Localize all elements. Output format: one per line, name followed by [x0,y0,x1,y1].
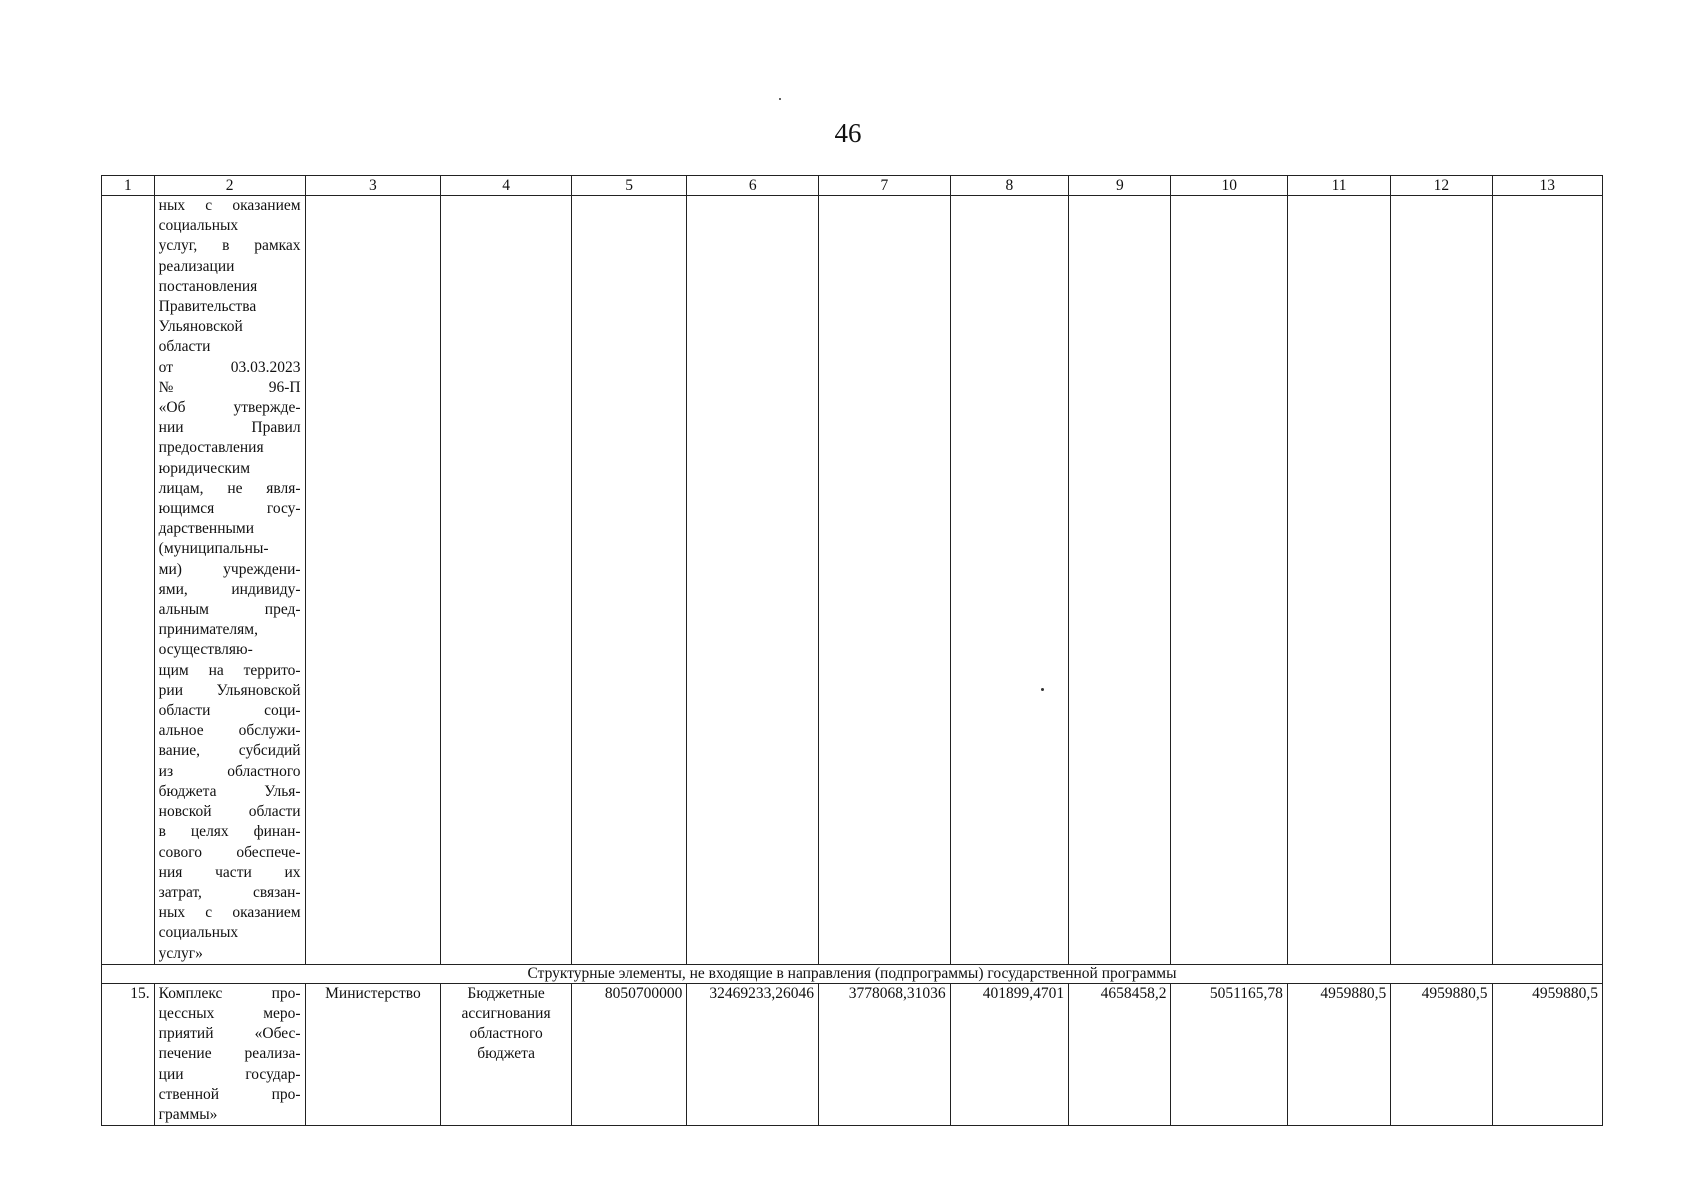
text-line: услуг» [158,944,203,962]
text-line: принимателям, [158,621,258,639]
empty-cell [1391,196,1492,965]
text-line: (муниципальны- [158,540,269,558]
budget-table [101,175,1603,1126]
text-line: ственной про- [158,1085,301,1103]
empty-cell [1171,196,1287,965]
empty-cell [571,196,686,965]
text-line: постановления [158,277,258,295]
empty-cell [305,196,441,965]
amount-year-2: 401899,4701 [950,983,1069,1125]
text-line: вание, субсидий [158,742,301,760]
column-number-row [102,176,1603,196]
measure-name-lines [159,984,301,1125]
text-line: нии Правил [158,419,301,437]
amount-year-7: 4959880,5 [1492,983,1603,1125]
text-line: затрат, связан- [158,883,301,901]
column-number: 8 [950,176,1069,196]
text-line: Комплекс про- [158,984,301,1002]
text-line: ми) учреждени- [158,560,301,578]
section-header-row [102,964,1603,983]
column-number: 11 [1287,176,1390,196]
text-line: бюджета Улья- [158,782,301,800]
amount-year-1: 3778068,31036 [819,983,951,1125]
text-line: услуг, в рамках [158,237,301,255]
text-line: от 03.03.2023 [158,358,301,376]
continuation-row [102,196,1603,965]
measure-name [154,983,305,1125]
column-number: 2 [154,176,305,196]
amount-year-6: 4959880,5 [1391,983,1492,1125]
text-line: дарственными [158,520,255,538]
row-number: 15. [102,983,155,1125]
text-line: ции государ- [158,1065,301,1083]
section-title: Структурные элементы, не входящие в направления (подпрограммы) государственной программы [102,964,1603,983]
text-line: ных с оказанием [158,904,301,922]
budget-code: 8050700000 [571,983,686,1125]
text-line: ния части их [158,863,301,881]
scan-speck [1041,688,1044,691]
text-line: рии Ульяновской [158,681,301,699]
description-lines [159,196,301,964]
text-line: ями, индивиду- [158,580,301,598]
text-line: в целях финан- [158,823,301,841]
column-number: 4 [441,176,572,196]
empty-cell [1069,196,1171,965]
empty-cell [950,196,1069,965]
empty-cell [819,196,951,965]
text-line: ных с оказанием [158,197,301,214]
column-number: 9 [1069,176,1171,196]
executor: Министерство [305,983,441,1125]
text-line: области соци- [158,702,301,720]
column-number: 12 [1391,176,1492,196]
amount-total: 32469233,26046 [687,983,819,1125]
text-line: граммы» [158,1105,218,1123]
text-line: альным пред- [158,601,301,619]
column-number: 6 [687,176,819,196]
text-line: области [158,338,211,356]
text-line: приятий «Обес- [158,1025,301,1043]
text-line: юридическим [158,459,251,477]
empty-cell [687,196,819,965]
column-number: 1 [102,176,155,196]
text-line: щим на террито- [158,661,301,679]
text-line: лицам, не явля- [158,479,301,497]
empty-cell [102,196,155,965]
text-line: Ульяновской [158,318,243,336]
amount-year-3: 4658458,2 [1069,983,1171,1125]
text-line: предоставления [158,439,264,457]
text-line: № 96-П [158,378,301,396]
column-number: 10 [1171,176,1287,196]
amount-year-5: 4959880,5 [1287,983,1390,1125]
amount-year-4: 5051165,78 [1171,983,1287,1125]
text-line: социальных [158,217,239,235]
text-line: сового обеспече- [158,843,301,861]
funding-source: Бюджетные ассигнования областного бюджета [441,983,572,1125]
text-line: Правительства [158,298,257,316]
scan-speck [779,98,781,100]
text-line: реализации [158,257,235,275]
column-number: 13 [1492,176,1603,196]
text-line: альное обслужи- [158,722,301,740]
text-line: печение реализа- [158,1045,301,1063]
table-row [102,983,1603,1125]
empty-cell [1492,196,1603,965]
text-line: новской области [158,803,301,821]
column-number: 3 [305,176,441,196]
column-number: 5 [571,176,686,196]
text-line: ющимся госу- [158,500,301,518]
empty-cell [441,196,572,965]
text-line: осуществляю- [158,641,253,659]
measure-description-continued [154,196,305,965]
text-line: из областного [158,762,301,780]
column-number: 7 [819,176,951,196]
text-line: цессных меро- [158,1004,301,1022]
text-line: социальных [158,924,239,942]
text-line: «Об утвержде- [158,399,301,417]
empty-cell [1287,196,1390,965]
page-number: 46 [834,118,862,148]
